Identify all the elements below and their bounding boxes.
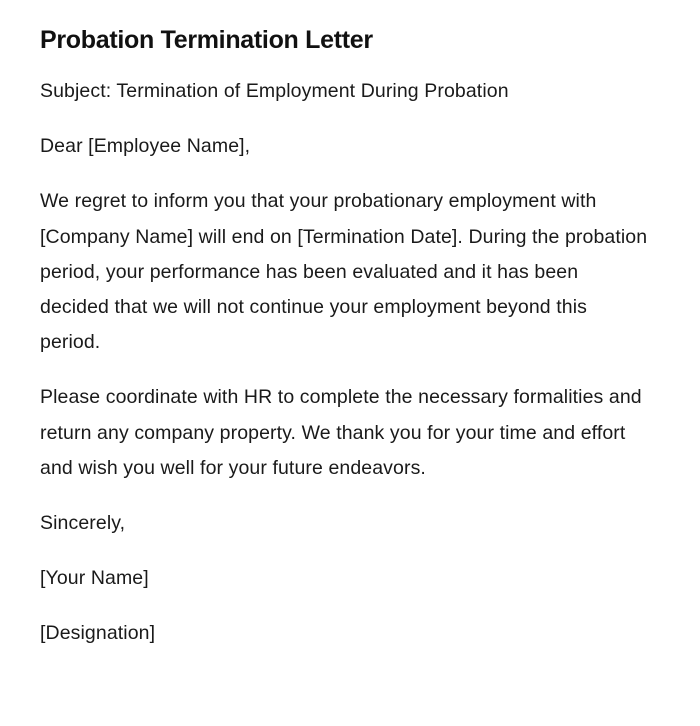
subject-line: Subject: Termination of Employment During Probation bbox=[40, 80, 509, 102]
salutation: Dear [Employee Name], bbox=[40, 135, 251, 158]
letter bbox=[40, 24, 650, 672]
sender-name: [Your Name] bbox=[40, 567, 149, 590]
letter-title: Probation Termination Letter bbox=[40, 26, 373, 54]
body-paragraph-1: We regret to inform you that your probationary employment with [Company Name] will end on [Termination Date]. During the probation period, your performance has been evaluated and it has been decided that we will not continue your employment beyond this period. bbox=[40, 190, 648, 354]
sender-designation: [Designation] bbox=[40, 622, 156, 645]
body-paragraph-2: Please coordinate with HR to complete the necessary formalities and return any company property. We thank you for your time and effort and wish you well for your future endeavors. bbox=[40, 386, 642, 479]
closing: Sincerely, bbox=[40, 512, 126, 535]
